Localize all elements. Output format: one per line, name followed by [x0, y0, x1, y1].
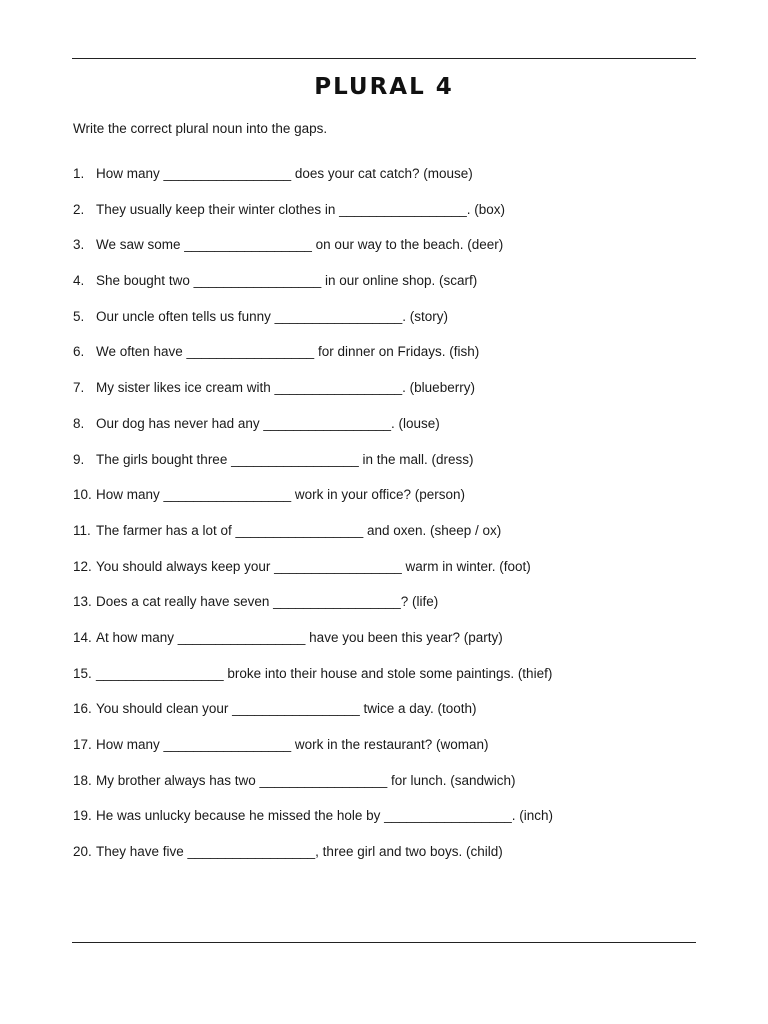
- question-text: She bought two _________________ in our online shop. (scarf): [96, 273, 478, 289]
- question-text: You should always keep your _________________ warm in winter. (foot): [96, 558, 531, 574]
- question-item: [73, 380, 713, 416]
- question-number: 10.: [73, 487, 92, 503]
- question-item: [73, 309, 713, 345]
- question-item: [73, 202, 713, 238]
- question-item: [73, 166, 713, 202]
- question-text: They have five _________________, three girl and two boys. (child): [96, 844, 503, 860]
- question-text: The farmer has a lot of _________________ and oxen. (sheep / ox): [96, 522, 502, 538]
- question-item: [73, 452, 713, 488]
- question-item: [73, 487, 713, 523]
- question-number: 6.: [73, 344, 85, 360]
- question-item: [73, 630, 713, 666]
- top-divider: [72, 58, 696, 59]
- question-item: [73, 773, 713, 809]
- question-number: 4.: [73, 273, 85, 289]
- question-item: [73, 523, 713, 559]
- question-text: My sister likes ice cream with _________________. (blueberry): [96, 380, 475, 396]
- question-item: [73, 559, 713, 595]
- question-text: At how many _________________ have you been this year? (party): [96, 629, 503, 645]
- question-text: They usually keep their winter clothes in _________________. (box): [96, 201, 506, 217]
- page-title: PLURAL 4: [314, 74, 454, 100]
- question-number: 20.: [73, 844, 92, 860]
- question-item: [73, 594, 713, 630]
- question-text: _________________ broke into their house and stole some paintings. (thief): [96, 665, 553, 681]
- question-text: How many _________________ work in the restaurant? (woman): [96, 737, 489, 752]
- instructions-text: Write the correct plural noun into the gaps.: [73, 121, 328, 136]
- question-number: 17.: [73, 737, 92, 752]
- question-number: 2.: [73, 201, 85, 217]
- question-number: 8.: [73, 415, 85, 431]
- question-text: The girls bought three _________________ in the mall. (dress): [96, 451, 474, 467]
- question-number: 11.: [73, 522, 91, 538]
- question-text: He was unlucky because he missed the hole by _________________. (inch): [96, 808, 554, 824]
- question-text: My brother always has two _________________ for lunch. (sandwich): [96, 772, 516, 788]
- question-item: [73, 737, 713, 773]
- question-text: Our dog has never had any _________________. (louse): [96, 415, 440, 431]
- question-text: You should clean your _________________ twice a day. (tooth): [96, 701, 477, 717]
- question-number: 12.: [73, 558, 92, 574]
- question-number: 15.: [73, 665, 92, 681]
- question-item: [73, 701, 713, 737]
- question-item: [73, 273, 713, 309]
- question-number: 3.: [73, 237, 85, 253]
- question-number: 5.: [73, 308, 85, 324]
- question-text: We saw some _________________ on our way to the beach. (deer): [96, 237, 504, 253]
- question-list: [73, 166, 713, 880]
- question-item: [73, 666, 713, 702]
- question-number: 1.: [73, 166, 85, 181]
- question-number: 9.: [73, 451, 85, 467]
- question-item: [73, 237, 713, 273]
- question-number: 18.: [73, 772, 92, 788]
- question-number: 19.: [73, 808, 92, 824]
- question-item: [73, 416, 713, 452]
- question-item: [73, 808, 713, 844]
- question-text: Our uncle often tells us funny _________________. (story): [96, 308, 448, 324]
- question-number: 14.: [73, 629, 92, 645]
- question-number: 13.: [73, 594, 92, 610]
- question-item: [73, 344, 713, 380]
- question-text: Does a cat really have seven _________________? (life): [96, 594, 439, 610]
- question-number: 16.: [73, 701, 92, 717]
- question-text: How many _________________ work in your office? (person): [96, 487, 465, 503]
- question-text: We often have _________________ for dinner on Fridays. (fish): [96, 344, 480, 360]
- bottom-divider: [72, 942, 696, 943]
- question-item: [73, 844, 713, 880]
- question-text: How many _________________ does your cat catch? (mouse): [96, 166, 473, 181]
- question-number: 7.: [73, 380, 85, 396]
